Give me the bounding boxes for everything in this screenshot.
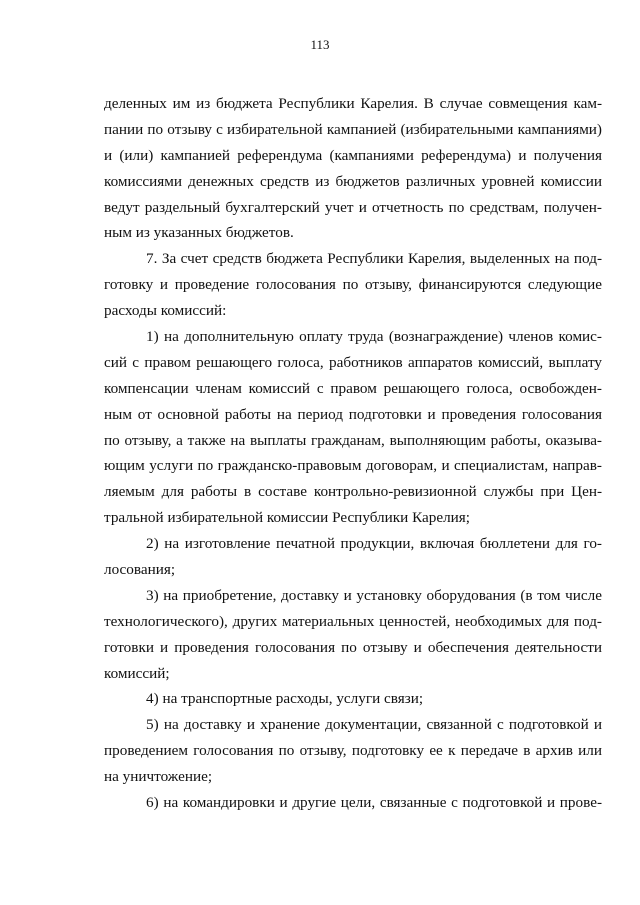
paragraph-line: тральной избирательной комиссии Республики Карелия; — [104, 509, 470, 527]
paragraph-line: 4) на транспортные расходы, услуги связи; — [146, 690, 424, 708]
paragraph-line: ным от основной работы на период подготовки и проведения голосования — [104, 405, 602, 423]
paragraph-line: 3) на приобретение, доставку и установку оборудования (в том числе — [146, 586, 602, 604]
paragraph-line: проведением голосования по отзыву, подготовку ее к передаче в архив или — [104, 742, 602, 760]
paragraph-line: ведут раздельный бухгалтерский учет и отчетность по средствам, получен- — [104, 198, 602, 216]
paragraph-line: 6) на командировки и другие цели, связанные с подготовкой и прове- — [146, 794, 602, 812]
paragraph-line: 7. За счет средств бюджета Республики Карелия, выделенных на под- — [146, 250, 602, 268]
page-number: 113 — [310, 37, 330, 52]
paragraph-line: на уничтожение; — [104, 768, 213, 786]
paragraph-line: ющим услуги по гражданско-правовым договорам, и специалистам, направ- — [104, 457, 602, 475]
paragraph-line: комиссиями денежных средств из бюджетов различных уровней комиссии — [104, 172, 602, 190]
paragraph-line: и (или) кампанией референдума (кампаниями референдума) и получения — [104, 146, 602, 164]
paragraph-line: 1) на дополнительную оплату труда (вознаграждение) членов комис- — [146, 328, 602, 346]
paragraph-line: лосования; — [104, 561, 176, 579]
paragraph-line: пании по отзыву с избирательной кампанией (избирательными кампаниями) — [104, 120, 602, 138]
paragraph-line: технологического), других материальных ценностей, необходимых для под- — [104, 612, 602, 630]
paragraph-line: 5) на доставку и хранение документации, связанной с подготовкой и — [146, 716, 602, 734]
paragraph-line: расходы комиссий: — [104, 302, 227, 320]
paragraph-line: готовки и проведения голосования по отзыву и обеспечения деятельности — [104, 638, 602, 656]
paragraph-line: ным из указанных бюджетов. — [104, 224, 294, 242]
paragraph-line: по отзыву, а также на выплаты гражданам, выполняющим работы, оказыва- — [104, 431, 602, 449]
paragraph-line: ляемым для работы в составе контрольно-ревизионной службы при Цен- — [104, 483, 602, 501]
paragraph-line: готовку и проведение голосования по отзыву, финансируются следующие — [104, 276, 602, 294]
paragraph-line: деленных им из бюджета Республики Карелия. В случае совмещения кам- — [104, 95, 602, 112]
paragraph-line: комиссий; — [104, 664, 170, 682]
paragraph-line: компенсации членам комиссий с правом решающего голоса, освобожден- — [104, 379, 602, 397]
paragraph-line: 2) на изготовление печатной продукции, включая бюллетени для го- — [146, 535, 602, 553]
document-body — [104, 91, 602, 816]
paragraph-line: сий с правом решающего голоса, работников аппаратов комиссий, выплату — [104, 353, 602, 371]
